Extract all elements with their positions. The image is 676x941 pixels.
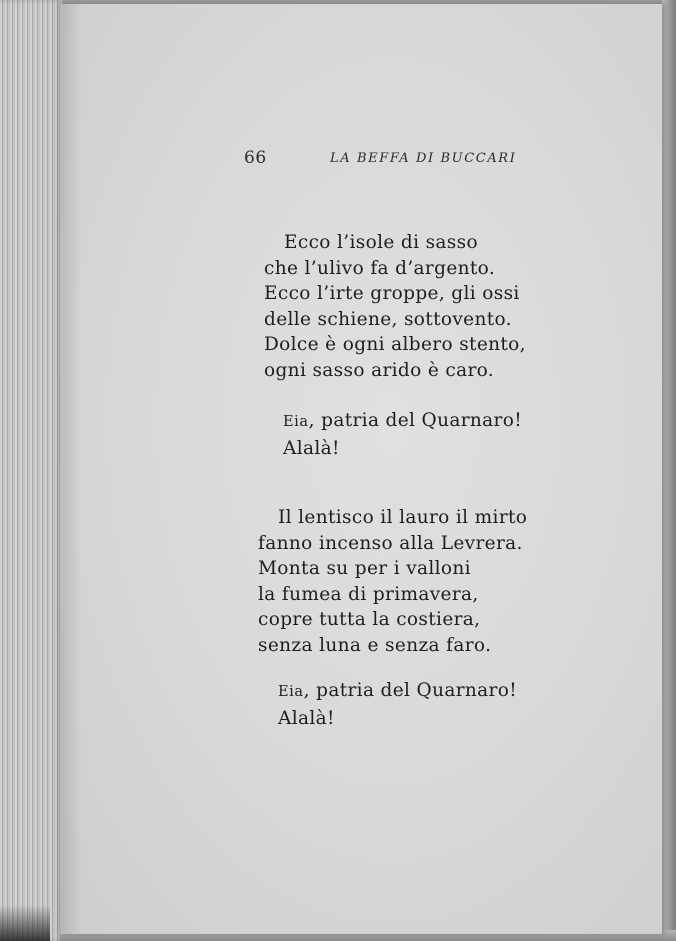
- verse-line: copre tutta la costiera,: [258, 609, 481, 630]
- stanza-1: [264, 230, 526, 383]
- book-right-edge: [662, 0, 676, 941]
- refrain-line: Alalà!: [283, 437, 340, 459]
- refrain-line: [278, 678, 517, 706]
- refrain-lead-word: Eia: [278, 684, 304, 700]
- refrain-lead-word: Eia: [283, 414, 309, 430]
- stanza-2: [258, 505, 527, 658]
- running-header: [244, 148, 544, 172]
- refrain-text: , patria del Quarnaro!: [308, 410, 523, 431]
- page-number: 66: [244, 148, 267, 168]
- verse-line: la fumea di primavera,: [258, 583, 479, 605]
- refrain-2: [278, 678, 517, 731]
- page-edges: [0, 0, 62, 941]
- verse-line: Il lentisco il lauro il mirto: [278, 507, 528, 528]
- verse-line: fanno incenso alla Levrera.: [258, 532, 523, 554]
- refrain-line: Alalà!: [278, 707, 335, 729]
- spine-shadow: [60, 4, 82, 934]
- book-page: [60, 4, 662, 934]
- refrain-1: [283, 408, 522, 461]
- verse-line: delle schiene, sottovento.: [264, 308, 512, 330]
- page-edges-shadow: [0, 905, 50, 941]
- verse-line: Ecco l’isole di sasso: [284, 232, 478, 253]
- verse-line: Dolce è ogni albero stento,: [264, 334, 526, 355]
- verse-line: Ecco l’irte groppe, gli ossi: [264, 283, 520, 304]
- verse-line: senza luna e senza faro.: [258, 634, 492, 656]
- refrain-text: , patria del Quarnaro!: [303, 680, 518, 701]
- refrain-line: [283, 408, 522, 436]
- verse-line: Monta su per i valloni: [258, 558, 471, 579]
- verse-line: che l’ulivo fa d’argento.: [264, 257, 496, 279]
- running-title: LA BEFFA DI BUCCARI: [330, 151, 517, 166]
- verse-line: ogni sasso arido è caro.: [264, 359, 495, 381]
